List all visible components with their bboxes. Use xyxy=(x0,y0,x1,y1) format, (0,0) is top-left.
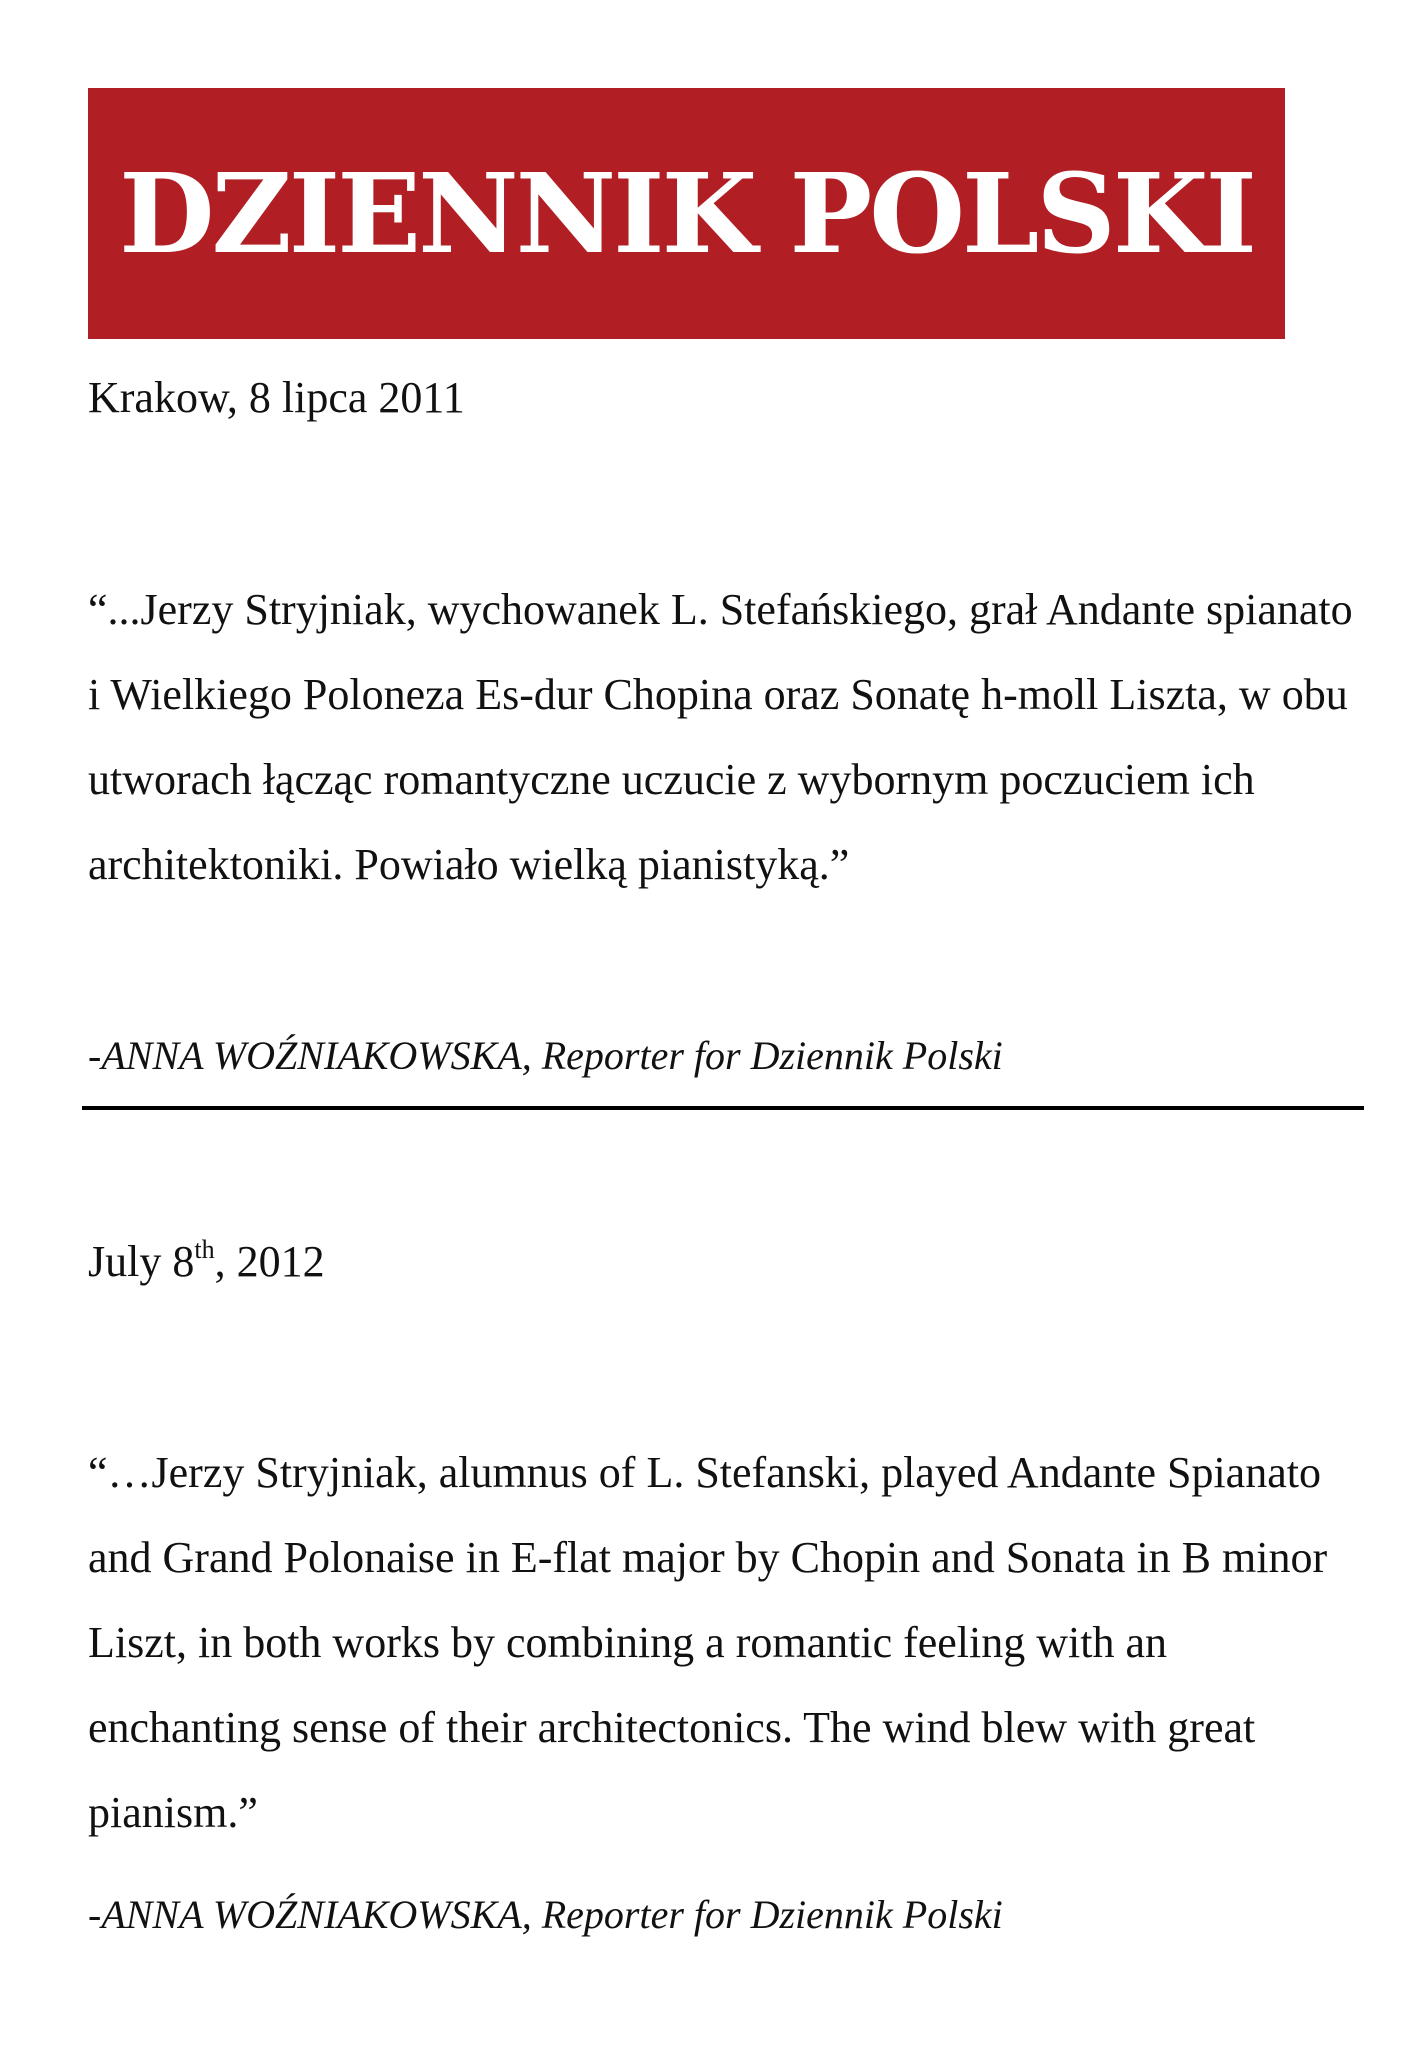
english-quote: “…Jerzy Stryjniak, alumnus of L. Stefanski, played Andante Spianato and Grand Polonaise in E-flat major by Chopin and Sonata in B minor Liszt, in both works by combining a romantic feeling with an enchanting sense of their architectonics. The wind blew with great pianism.” xyxy=(88,1448,1328,1837)
polish-quote: “...Jerzy Stryjniak, wychowanek L. Stefańskiego, grał Andante spianato i Wielkiego Poloneza Es-dur Chopina oraz Sonatę h-moll Liszta, w obu utworach łącząc romantyczne uczucie z wybornym poczuciem ich architektoniki. Powiało wielką pianistyką.” xyxy=(88,585,1353,889)
polish-byline-dash: - xyxy=(88,1033,102,1078)
masthead-title: DZIENNIK POLSKI xyxy=(119,148,1254,278)
polish-date: Krakow, 8 lipca 2011 xyxy=(88,373,465,422)
english-date-suffix: th xyxy=(194,1235,215,1264)
section-divider xyxy=(82,1106,1364,1110)
english-date-rest: , 2012 xyxy=(214,1237,325,1286)
masthead-logo xyxy=(88,88,1285,339)
english-byline xyxy=(88,1892,1003,1937)
english-date-prefix: July 8 xyxy=(88,1237,195,1286)
polish-byline-name: ANNA WOŹNIAKOWSKA, Reporter for Dziennik Polski xyxy=(101,1033,1003,1078)
english-byline-name: -ANNA WOŹNIAKOWSKA, Reporter for Dziennik Polski xyxy=(88,1892,1003,1937)
polish-byline xyxy=(88,1033,1003,1078)
english-date xyxy=(88,1235,325,1286)
